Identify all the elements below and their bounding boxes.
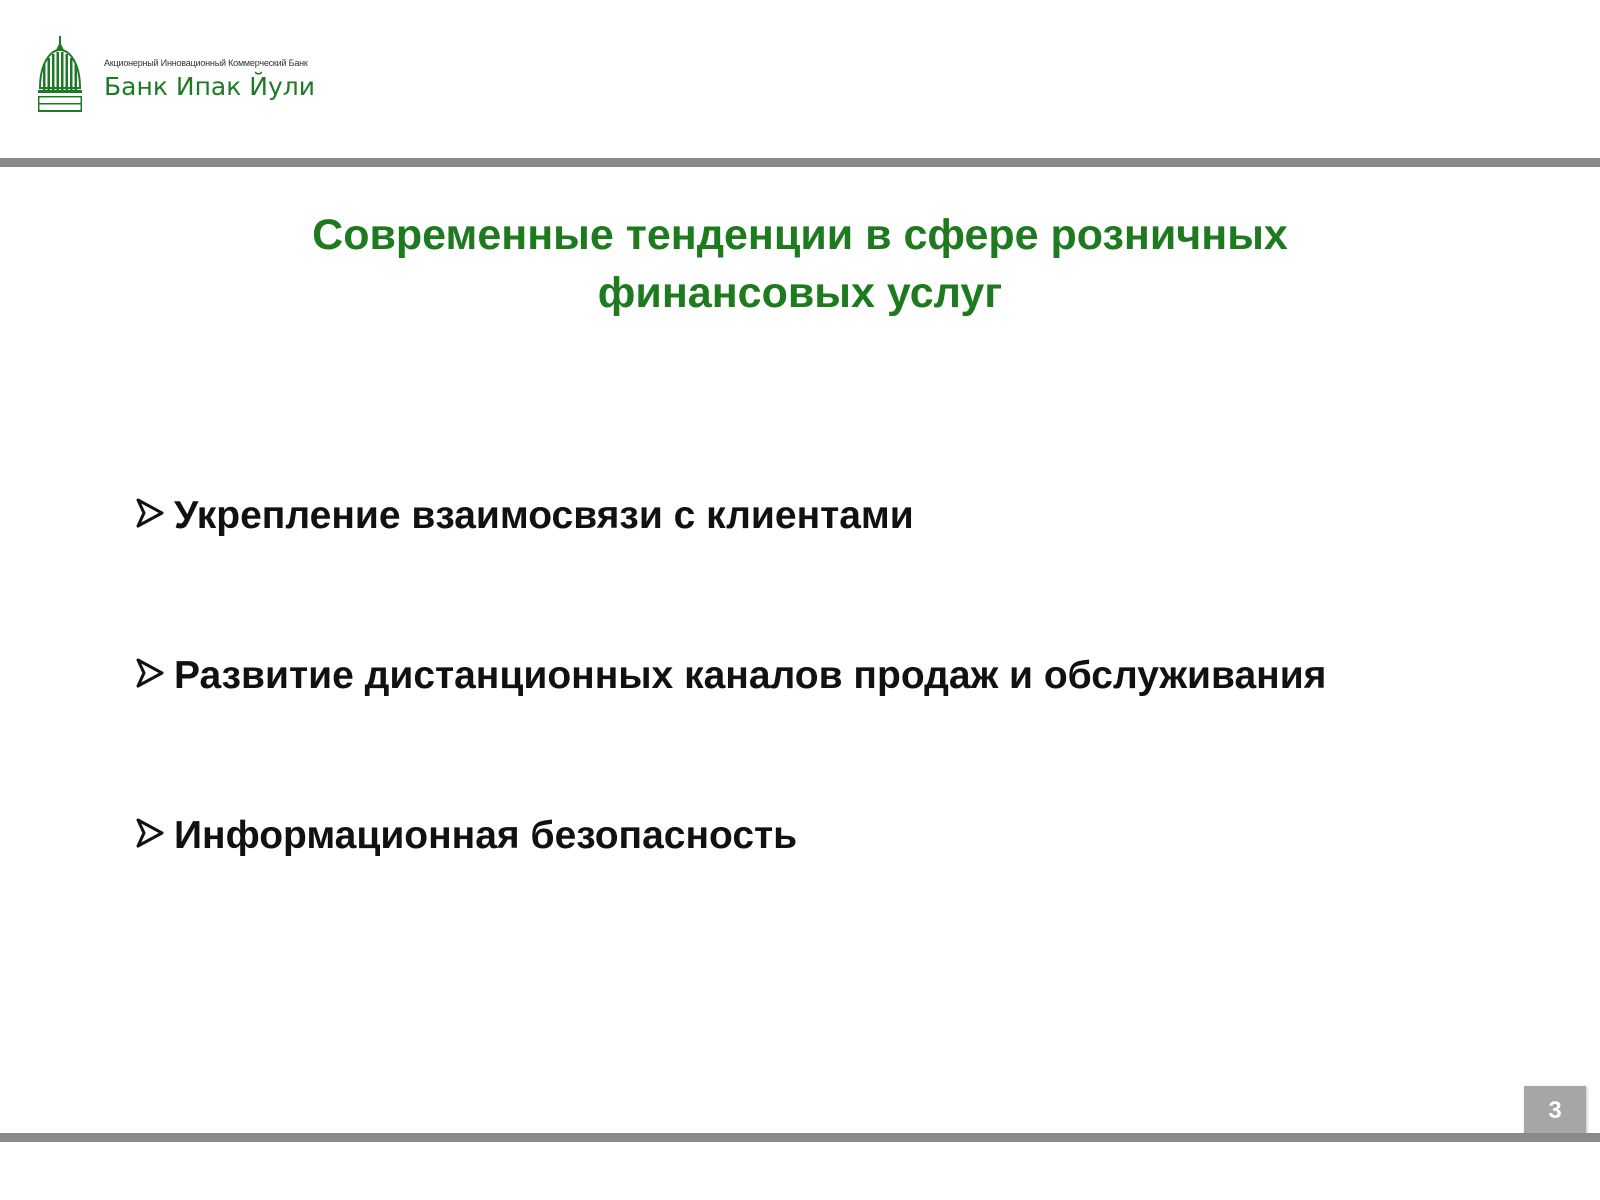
bank-name: Банк Ипак Йули <box>104 72 315 101</box>
bullet-item <box>136 636 1436 716</box>
arrowhead-bullet-icon <box>136 498 164 528</box>
arrowhead-bullet-icon <box>136 658 164 688</box>
header-divider <box>0 158 1600 167</box>
bullet-text: Информационная безопасность <box>174 814 798 857</box>
slide-title: Современные тенденции в сфере розничных финансовых услуг <box>312 211 1288 317</box>
arrowhead-bullet-icon <box>136 818 164 848</box>
bank-name-block <box>104 58 364 101</box>
slide-header <box>0 0 1600 158</box>
bullet-item <box>136 476 1436 556</box>
bullet-text: Развитие дистанционных каналов продаж и обслуживания <box>174 654 1327 697</box>
page-number-badge: 3 <box>1524 1086 1586 1136</box>
footer-divider <box>0 1133 1600 1142</box>
bank-legal-name: Акционерный Инновационный Коммерческий Банк <box>104 58 308 68</box>
bank-logo-icon <box>36 36 84 114</box>
bullet-item <box>136 796 1436 876</box>
bullet-text: Укрепление взаимосвязи с клиентами <box>174 494 914 537</box>
bullet-list <box>136 476 1436 956</box>
